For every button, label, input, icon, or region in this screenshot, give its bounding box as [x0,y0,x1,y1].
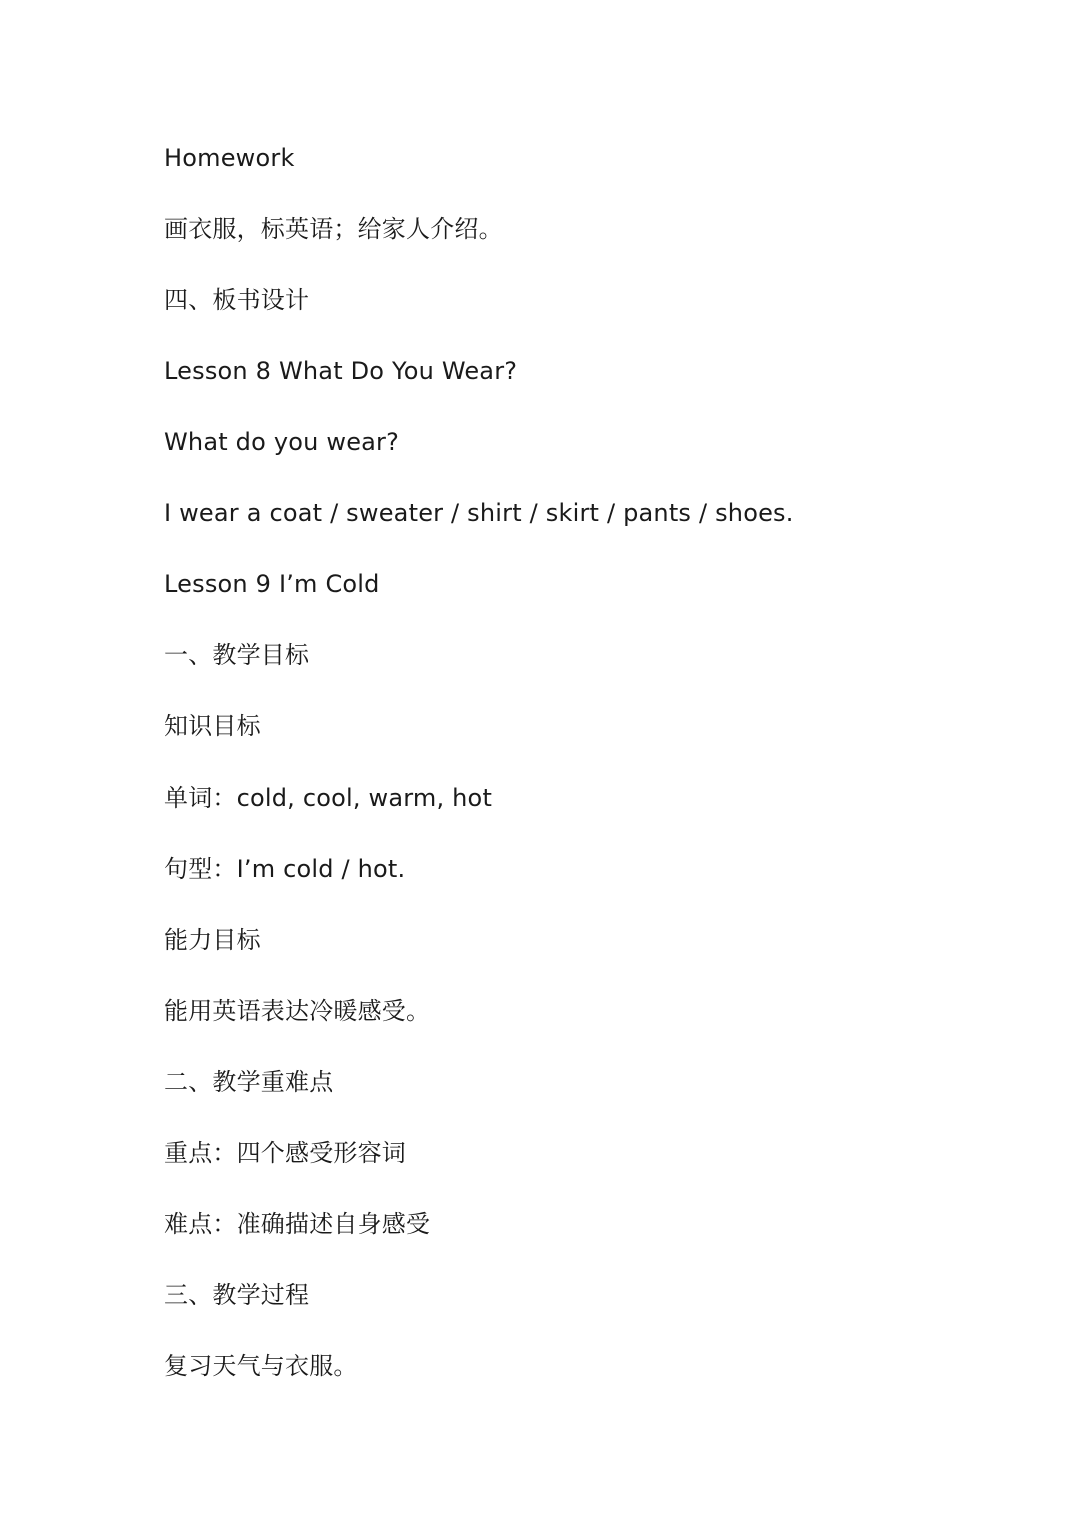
board-answer: I wear a coat / sweater / shirt / skirt / pants / shoes. [164,499,794,527]
ability-goals-text: 能用英语表达冷暖感受。 [164,997,431,1025]
section-heading-teaching-goals: 一、教学目标 [164,641,310,669]
section-heading-key-points: 二、教学重难点 [164,1068,334,1096]
section-heading-board-design: 四、板书设计 [164,286,310,314]
sentence-pattern-line: 句型：I’m cold / hot. [164,855,406,883]
knowledge-goals-heading: 知识目标 [164,712,261,740]
homework-heading: Homework [164,144,295,172]
homework-text: 画衣服，标英语；给家人介绍。 [164,215,503,243]
lesson-8-title: Lesson 8 What Do You Wear? [164,357,518,385]
board-question: What do you wear? [164,428,400,456]
difficult-point-line: 难点：准确描述自身感受 [164,1210,431,1238]
section-heading-teaching-process: 三、教学过程 [164,1281,310,1309]
lesson-9-title: Lesson 9 I’m Cold [164,570,380,598]
vocabulary-line: 单词：cold, cool, warm, hot [164,784,493,812]
key-point-line: 重点：四个感受形容词 [164,1139,406,1167]
ability-goals-heading: 能力目标 [164,926,261,954]
teaching-process-text: 复习天气与衣服。 [164,1352,358,1380]
